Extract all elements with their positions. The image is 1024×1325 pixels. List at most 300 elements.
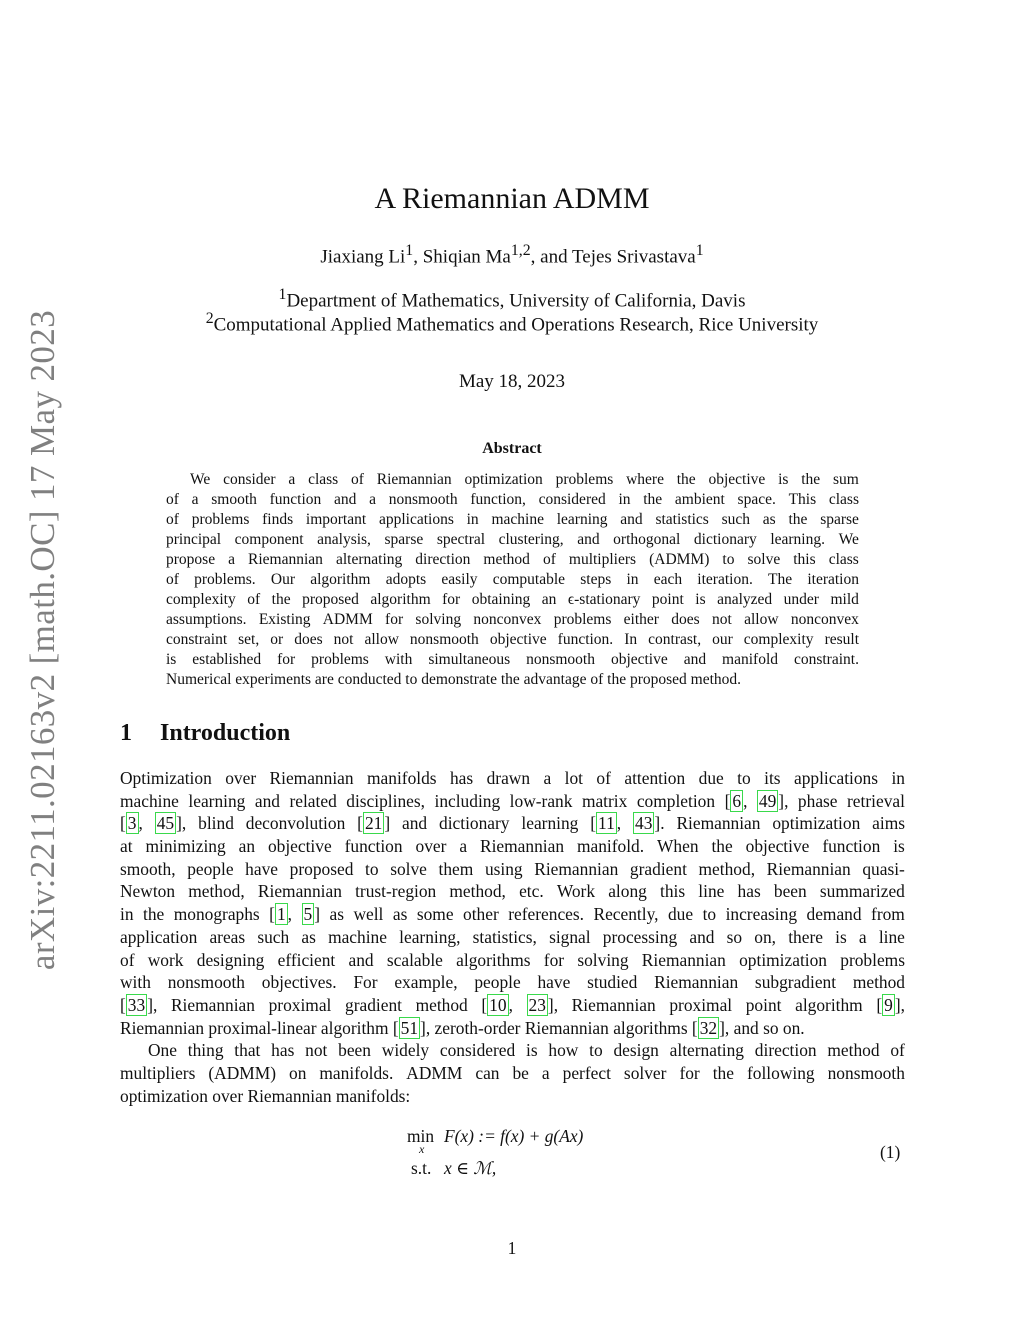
affiliation-1-text: Department of Mathematics, University of California, Davis [286,290,746,312]
abstract-line [166,570,859,590]
word: [ 9 ], [876,994,905,1015]
word: sparse [384,531,424,548]
author-separator: , [413,246,423,268]
equation-min-operator: min [407,1126,435,1146]
word: Optimization [120,768,212,788]
word: 23 ], [528,994,559,1015]
citation-link[interactable]: 23 [528,994,546,1015]
word: that [234,1040,261,1061]
word: the [711,836,733,857]
word: function [269,491,322,508]
word: in [891,768,905,788]
word: them [438,858,474,879]
word: is [893,836,905,857]
word: the [143,904,165,925]
paragraph-line [120,1017,905,1040]
word: learning, [399,926,461,947]
word: a [541,1062,550,1083]
paragraph-line [120,812,905,835]
word: nonsmooth [409,631,479,648]
word: Riemannian [376,471,452,488]
word: is [695,591,706,608]
word: class [308,471,339,488]
word: [ 3 , [120,813,143,834]
word: obtaining [471,591,531,608]
word: ADMM [406,1062,463,1083]
word: easily [441,571,478,588]
word: problems [553,611,612,628]
word: so [726,926,743,947]
author-name: Shiqian Ma [422,246,511,268]
word: complexity [166,591,236,608]
word: disciplines, [346,790,425,811]
author-affiliation-marker: 1,2 [510,242,531,259]
section-heading [120,720,290,747]
word: direction [754,1040,817,1061]
word: assumptions. [166,611,247,628]
word: Riemannian [479,836,565,857]
word: widely [381,1040,430,1061]
equation-min-subscript: x [419,1142,425,1156]
word: of [166,571,179,588]
word: can [475,1062,500,1083]
word: and [348,949,374,970]
word: learning [556,511,608,528]
word: monographs [173,904,260,925]
word: We [838,531,859,548]
word: proximal [669,994,733,1015]
word: areas [209,926,246,947]
word: manifolds [367,768,437,788]
word: increasing [725,904,798,925]
word: in [618,491,631,508]
affiliation-2-marker: 2 [205,310,214,327]
arxiv-identifier-stamp: arXiv:2211.02163v2 [math.OC] 17 May 2023 [23,309,62,971]
word: of [247,591,261,608]
word: of [351,471,364,488]
citation-link[interactable]: 9 [884,994,893,1015]
word: sparse [820,511,859,528]
word: optimization [772,813,861,834]
word: clustering, [498,531,564,548]
paragraph-line [120,1039,905,1062]
word: trust-region [355,881,437,902]
word: allow [364,631,399,648]
word: thing [187,1040,224,1061]
word: etc. [519,881,544,902]
word: class [828,551,859,568]
word: at [120,836,133,857]
equation-subject-to: s.t. [411,1158,432,1178]
word: for [679,1062,700,1083]
word: manifold. [576,836,645,857]
word: method, [449,881,506,902]
equation-constraint: x ∈ ℳ, [444,1158,497,1178]
word: method [483,551,530,568]
word: nonsmooth [388,491,458,508]
word: as [762,511,776,528]
abstract-heading: Abstract [482,440,542,457]
word: important [305,511,367,528]
word: space. [737,491,776,508]
word: matrix [581,790,628,811]
word: objective [489,631,547,648]
word: gradient [629,858,687,879]
word: well [353,904,384,925]
word: problems. [194,571,256,588]
word: its [764,768,781,788]
word: not [305,1040,328,1061]
citation-link[interactable]: 10 [489,994,507,1015]
word: demand [806,904,862,925]
word: objective [610,651,668,668]
word: work [147,949,184,970]
word: multipliers [568,551,637,568]
word: a [228,551,235,568]
word: iteration [807,571,859,588]
word: dictionary [693,531,757,548]
author-name: Tejes Srivastava [572,246,696,268]
word: is [835,926,847,947]
word: [ 21 ] [357,813,391,834]
word: nonsmooth [167,972,245,993]
word: dictionary [439,813,510,834]
word: as [392,904,408,925]
word: and [683,651,707,668]
word: processing [602,926,678,947]
word: be [512,1062,529,1083]
word: Work [556,881,596,902]
word: summarized [819,881,905,902]
abstract-line [166,610,859,630]
word: in [120,904,134,925]
word: simultaneous [428,651,511,668]
word: of [542,551,556,568]
word: under [783,591,819,608]
word: either [623,611,659,628]
word: sum [832,471,859,488]
word: of [166,491,179,508]
word: example, [394,972,458,993]
word: efficient [277,949,336,970]
word: this [660,881,686,902]
word: Riemannian [257,881,342,902]
word: method, [698,858,756,879]
word: machine [120,790,179,811]
abstract-line [166,590,859,610]
word: computable [492,571,566,588]
word: a [459,836,468,857]
word: [ 6 , [724,790,748,811]
word: method [852,972,905,993]
word: is [166,651,177,668]
citation-link[interactable]: 43 [635,813,653,834]
word: to [737,768,751,788]
section-number: 1 [120,720,132,746]
word: ambient [674,491,725,508]
citation-link[interactable]: 51 [400,1017,419,1038]
paper-title: A Riemannian ADMM [374,182,650,215]
abstract-line [166,490,859,510]
word: This [788,491,817,508]
paragraph-line [120,926,905,949]
word: of [890,1040,905,1061]
word: objective [745,836,810,857]
word: some [416,904,454,925]
word: [ 33 ], [120,994,158,1015]
word: and [334,491,357,508]
text-run: optimization over Riemannian manifolds: [120,1085,411,1106]
author-name: Jiaxiang Li [320,246,406,268]
word: proposed [302,591,359,608]
word: signal [549,926,591,947]
citation-link[interactable]: 33 [127,994,146,1015]
citation-link[interactable]: 11 [598,813,615,834]
word: or [270,631,284,648]
word: has [449,768,474,788]
word: gradient [345,994,402,1015]
word: statistics [655,511,709,528]
word: objective [708,471,766,488]
word: Existing [258,611,311,628]
abstract-line [166,470,859,490]
word: point [651,591,684,608]
word: been [773,881,807,902]
introduction-body [120,767,905,1107]
word: method, [188,881,245,902]
word: Riemannian [571,994,656,1015]
word: Recently, [593,904,659,925]
word: to [702,904,717,925]
word: including [434,790,501,811]
word: constraint [166,631,228,648]
word: how [548,1040,579,1061]
word: applications [793,768,879,788]
word: Riemannian [766,858,851,879]
word: smooth, [120,858,176,879]
word: does [294,631,323,648]
word: We [190,471,211,488]
word: over [415,836,447,857]
author-affiliation-marker: 1 [695,242,704,259]
word: blind [198,813,234,834]
paper-date: May 18, 2023 [458,371,566,392]
word: When [657,836,699,857]
abstract-line [166,550,859,570]
paragraph-line [120,790,905,813]
word: One [148,1040,177,1061]
word: the [801,471,821,488]
word: Riemannian [534,858,619,879]
word: constraint. [793,651,859,668]
word: considered [538,491,606,508]
word: (ADMM) [208,1062,276,1083]
word: Riemannian [248,551,323,568]
word: deconvolution [245,813,346,834]
word: problems [840,949,905,970]
citation-link[interactable]: 45 [156,813,175,834]
abstract-body [166,470,859,690]
author-separator: , and [530,246,572,268]
word: an [238,836,256,857]
word: ϵ-stationary [567,591,641,608]
paragraph-line [120,971,905,994]
word: related [289,790,337,811]
abstract-line: Numerical experiments are conducted to demonstrate the advantage of the proposed method. [166,671,742,688]
word: a [543,768,552,788]
word: established [192,651,262,668]
word: following [746,1062,815,1083]
word: 49 ], [758,790,789,811]
citation-link[interactable]: 5 [303,904,313,925]
word: as [301,926,316,947]
word: not [333,631,354,648]
word: learning [521,813,579,834]
word: the [676,471,696,488]
word: direction [415,551,471,568]
word: as [329,904,344,925]
page-number: 1 [507,1238,517,1258]
word: over [225,768,257,788]
word: have [537,972,571,993]
word: designing [196,949,265,970]
word: the [643,491,663,508]
word: retrieval [847,790,905,811]
word: Riemannian [676,813,761,834]
word: to [365,858,379,879]
word: steps [580,571,612,588]
word: completion [636,790,716,811]
word: smooth [211,491,257,508]
paragraph-line [120,1085,905,1108]
paragraph-line [120,903,905,926]
citation-link[interactable]: 49 [758,790,777,811]
word: optimization [739,949,827,970]
word: along [608,881,647,902]
word: finds [262,511,294,528]
word: method [415,994,468,1015]
paragraph-line [120,835,905,858]
word: and [689,926,715,947]
word: problems [555,471,614,488]
word: analysis, [317,531,371,548]
citation-link[interactable]: 1 [276,904,286,925]
word: been [338,1040,371,1061]
affiliation-2 [0,310,1024,336]
word: result [824,631,859,648]
word: Riemannian [269,768,354,788]
word: from [871,904,905,925]
word: on [289,1062,307,1083]
word: Newton [120,881,176,902]
word: is [526,1040,538,1061]
abstract-line [166,530,859,550]
word: nonsmooth [526,651,595,668]
word: spectral [436,531,486,548]
citation-link[interactable]: 32 [699,1017,718,1038]
word: does [671,611,700,628]
word: The [768,571,793,588]
word: to [589,1040,603,1061]
word: in [466,511,479,528]
word: due [698,768,724,788]
word: for [543,949,565,970]
word: solving [577,949,629,970]
word: is [778,471,789,488]
word: 5 ] [303,904,320,925]
word: the [271,591,291,608]
citation-link[interactable]: 3 [127,813,137,834]
abstract-line [166,630,859,650]
paragraph-line [120,767,905,790]
word: solving [415,611,462,628]
word: function, [470,491,526,508]
word: a [369,491,376,508]
citation-link[interactable]: 21 [364,813,383,834]
word: aims [872,813,905,834]
word: analyzed [717,591,773,608]
word: considered [439,1040,516,1061]
paragraph-line [120,880,905,903]
word: and [254,790,280,811]
text-run: ], zeroth-order Riemannian algorithms [ [420,1017,698,1038]
word: of [120,949,135,970]
word: Our [270,571,295,588]
paragraph-line [120,1062,905,1085]
word: algorithm [310,571,371,588]
word: there [788,926,823,947]
word: algorithm [795,994,863,1015]
word: an [541,591,557,608]
word: not [711,611,732,628]
text-run: ], and so on. [719,1017,805,1038]
word: [ 1 , [269,904,293,925]
word: minimizing [145,836,226,857]
word: [ 10 , [481,994,513,1015]
word: and [402,813,428,834]
word: Riemannian [654,972,739,993]
word: studied [587,972,638,993]
word: the [788,511,808,528]
word: statistics, [472,926,537,947]
word: learning. [770,531,825,548]
word: contrast, [648,631,702,648]
word: alternating [335,551,403,568]
word: for [385,611,404,628]
word: due [667,904,694,925]
word: multipliers [120,1062,196,1083]
word: design [613,1040,659,1061]
word: the [712,1062,734,1083]
word: In [624,631,638,648]
author-list [0,242,1024,268]
paragraph-line [120,858,905,881]
word: algorithms [456,949,531,970]
word: set, [238,631,260,648]
word: proposed [289,858,354,879]
word: perfect [562,1062,611,1083]
word: consider [223,471,276,488]
word: complexity [743,631,814,648]
word: optimization [464,471,543,488]
word: with [384,651,413,668]
word: such [257,926,290,947]
word: mild [830,591,859,608]
word: propose [166,551,216,568]
word: to [722,551,735,568]
citation-link[interactable]: 6 [732,790,742,811]
paragraph-line [120,994,905,1017]
